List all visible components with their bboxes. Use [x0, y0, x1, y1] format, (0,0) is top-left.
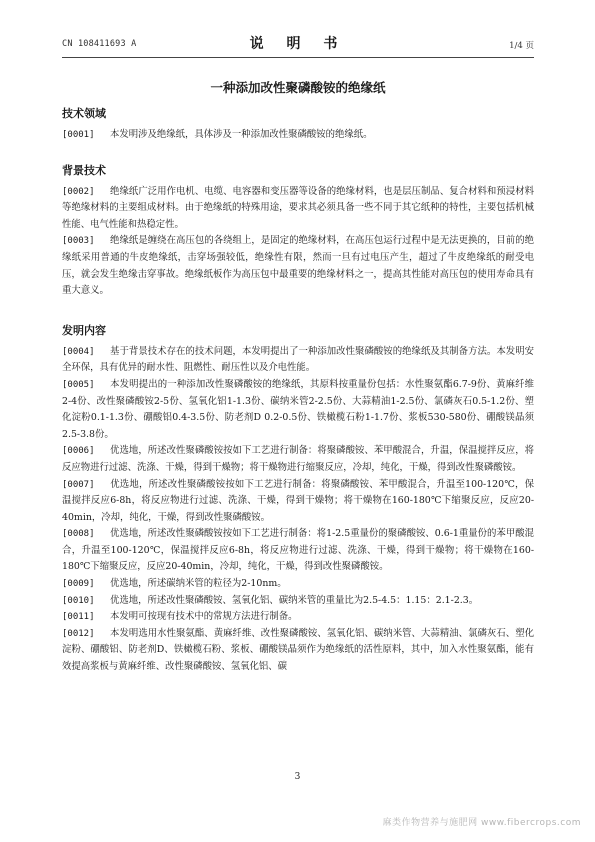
paragraph-number: [0012]	[62, 628, 95, 639]
paragraph-text: 优选地，所述碳纳米管的粒径为2-10nm。	[110, 578, 287, 590]
paragraph-number: [0001]	[62, 130, 95, 140]
document-title: 一种添加改性聚磷酸铵的绝缘纸	[210, 80, 386, 95]
paragraph-text: 优选地，所述改性聚磷酸铵按如下工艺进行制备：将聚磷酸铵、苯甲酸混合，升温，保温搅拌反应，将反应物进行过滤、洗涤、干燥，得到干燥物；将干燥物进行缩聚反应，冷却，纯化，干燥，得到改性聚磷酸铵。	[62, 445, 534, 473]
section-technical-field	[62, 105, 534, 144]
paragraph	[62, 609, 534, 626]
paragraph-text: 优选地，所述改性聚磷酸铵、氢氧化铝、碳纳米管的重量比为2.5-4.5：1.15：2.1-2.3。	[110, 594, 479, 606]
paragraph	[62, 477, 534, 527]
section-background	[62, 162, 534, 300]
section-summary	[62, 322, 534, 676]
paragraph-number: [0005]	[62, 379, 95, 390]
paragraph-number: [0003]	[62, 236, 95, 247]
paragraph-number: [0002]	[62, 186, 95, 197]
watermark: 麻类作物营养与施肥网 www.fibercrops.com	[382, 818, 581, 828]
document-body	[62, 105, 534, 687]
paragraph-text: 本发明选用水性聚氨酯、黄麻纤维、改性聚磷酸铵、氢氧化铝、碳纳米管、大蒜精油、氯磷灰石、塑化淀粉、硼酸铝、防老剂D、铁橄榄石粉、浆板、硼酸镁晶须作为绝缘纸的活性原料，其中，加入水性聚氨酯，能有效提高浆板与黄麻纤维、改性聚磷酸铵、氢氧化铝、碳	[62, 627, 534, 673]
paragraph-text: 基于背景技术存在的技术问题，本发明提出了一种添加改性聚磷酸铵的绝缘纸及其制备方法。本发明安全环保，具有优异的耐水性、阻燃性、耐压性以及介电性能。	[62, 345, 534, 374]
paragraph	[62, 233, 534, 299]
paragraph	[62, 443, 534, 476]
paragraph-text: 本发明提出的一种添加改性聚磷酸铵的绝缘纸，其原料按重量份包括：水性聚氨酯6.7-9份、黄麻纤维2-4份、改性聚磷酸铵2-5份、氢氧化铝1-1.3份、碳纳米管2-2.5份、大蒜精油1-2.5份、氯磷灰石0.5-1.2份、塑化淀粉0.1-1.3份、硼酸铝0.4-3.5份、防老剂D 0.2-0.5份、铁橄榄石粉1-1.7份、浆板530-580份、硼酸镁晶须2.5-3.8份。	[62, 378, 534, 440]
paragraph-text: 优选地，所述改性聚磷酸铵按如下工艺进行制备：将1-2.5重量份的聚磷酸铵、0.6-1重量份的苯甲酸混合，升温至100-120℃，保温搅拌反应6-8h，将反应物进行过滤、洗涤、干燥，得到干燥物；将干燥物在160-180℃下缩聚反应，反应20-40min，冷却，纯化，干燥，得到改性聚磷酸铵。	[62, 528, 534, 573]
paragraph-number: [0004]	[62, 346, 95, 357]
paragraph-text: 本发明可按现有技术中的常规方法进行制备。	[110, 611, 298, 623]
page-header	[62, 30, 534, 56]
document-number: CN 108411693 A	[62, 39, 137, 49]
paragraph-number: [0011]	[62, 612, 95, 623]
paragraph-number: [0010]	[62, 595, 95, 606]
paragraph-number: [0009]	[62, 579, 95, 590]
section-heading: 技术领域	[62, 107, 106, 120]
section-heading: 背景技术	[62, 163, 106, 177]
paragraph-text: 本发明涉及绝缘纸，具体涉及一种添加改性聚磷酸铵的绝缘纸。	[110, 129, 373, 140]
paragraph-text: 绝缘纸广泛用作电机、电缆、电容器和变压器等设备的绝缘材料，也是层压制品、复合材料和预浸材料等绝缘材料的主要组成材料。由于绝缘纸的特殊用途，要求其必须具备一些不同于其它纸种的特性，主要包括机械性能、电气性能和热稳定性。	[62, 185, 534, 230]
paragraph-number: [0008]	[62, 529, 95, 540]
page-indicator: 1/4 页	[509, 41, 534, 51]
paragraph	[62, 344, 534, 377]
paragraph	[62, 626, 534, 676]
paragraph-number: [0006]	[62, 446, 95, 457]
paragraph-text: 绝缘纸是缠绕在高压包的各绕组上，是固定的绝缘材料，在高压包运行过程中是无法更换的，目前的绝缘纸采用普通的牛皮绝缘纸，击穿场强较低，绝缘性有限，然而一旦有过电压产生，超过了牛皮绝缘纸的耐受电压，就会发生绝缘击穿事故。绝缘纸板作为高压包中最重要的绝缘材料之一，提高其性能对高压包的使用寿命具有重大意义。	[62, 235, 534, 297]
page-number: 3	[294, 772, 301, 782]
paragraph	[62, 127, 534, 144]
header-divider	[62, 57, 534, 58]
paragraph	[62, 377, 534, 443]
section-heading: 发明内容	[62, 323, 106, 337]
paragraph	[62, 526, 534, 576]
paragraph-number: [0007]	[62, 479, 95, 490]
paragraph-text: 优选地，所述改性聚磷酸铵按如下工艺进行制备：将聚磷酸铵、苯甲酸混合，升温至100-120℃，保温搅拌反应6-8h，将反应物进行过滤、洗涤、干燥，得到干燥物；将干燥物在160-180℃下缩聚反应，反应20-40min，冷却，纯化，干燥，得到改性聚磷酸铵。	[62, 478, 534, 523]
paragraph	[62, 576, 534, 593]
paragraph	[62, 593, 534, 610]
document-type-title: 说 明 书	[249, 36, 347, 52]
paragraph	[62, 184, 534, 234]
